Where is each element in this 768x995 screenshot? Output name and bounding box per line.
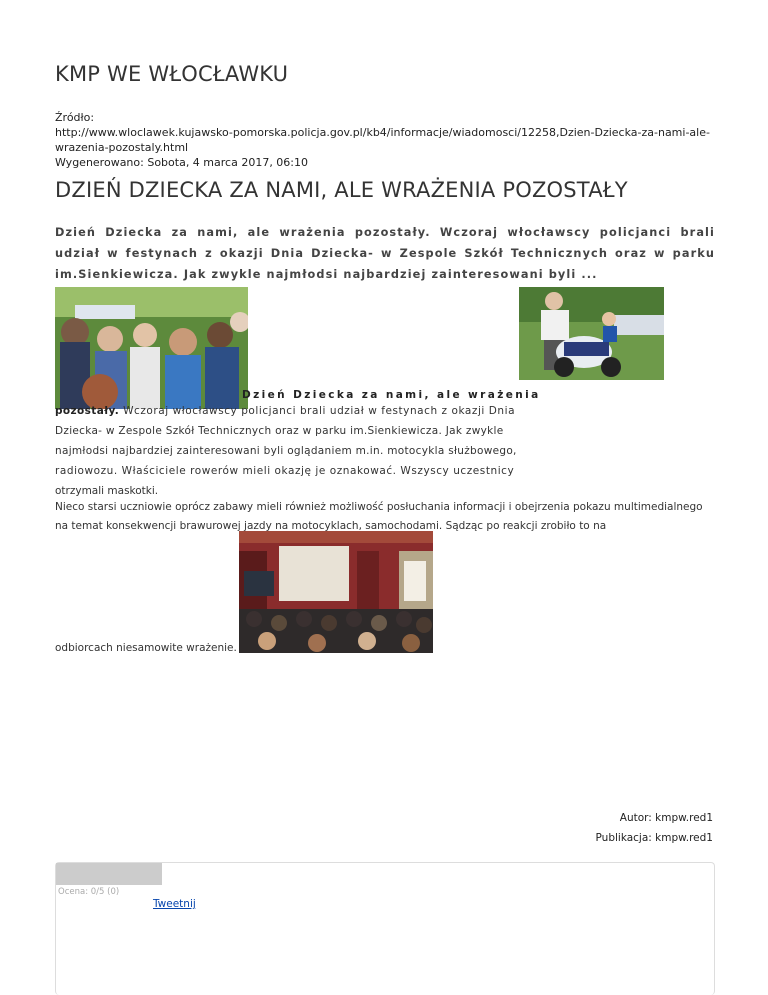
festival-crowd-photo <box>55 287 248 409</box>
tweet-link[interactable]: Tweetnij <box>153 898 196 910</box>
body-line: na temat konsekwencji brawurowej jazdy na motocyklach, samochodami. Sądząc po reakcji zrobiło to na <box>55 520 607 532</box>
inline-lead-line <box>242 388 541 402</box>
body-line-text: Wczoraj włocławscy policjanci brali udział w festynach z okazji Dnia <box>119 405 516 417</box>
presentation-hall-photo <box>239 531 433 653</box>
source-label: Źródło: <box>55 111 95 124</box>
body-line: Dziecka- w Zespole Szkół Technicznych oraz w parku im.Sienkiewicza. Jak zwykle <box>55 425 504 437</box>
rating-label: Ocena: 0/5 (0) <box>58 887 120 897</box>
police-motorcycle-photo <box>519 287 664 380</box>
rating-bar[interactable] <box>56 863 162 885</box>
site-title: KMP WE WŁOCŁAWKU <box>55 62 289 86</box>
source-url: http://www.wloclawek.kujawsko-pomorska.policja.gov.pl/kb4/informacje/wiadomosci/12258,Dzien-Dziecka-za-nami-ale-wrazenia-pozostaly.html <box>55 126 710 154</box>
rating-box <box>55 862 715 995</box>
body-line <box>55 404 515 418</box>
body-line: najmłodsi najbardziej zainteresowani byli oglądaniem m.in. motocykla służbowego, <box>55 445 517 457</box>
body-line: otrzymali maskotki. <box>55 485 159 497</box>
source-meta <box>55 110 715 170</box>
publication: Publikacja: kmpw.red1 <box>595 832 713 844</box>
inline-lead-part1: Dzień Dziecka za nami, ale wrażenia <box>242 389 541 401</box>
body-line: radiowozu. Właściciele rowerów mieli okazję je oznakować. Wszyscy uczestnicy <box>55 465 515 477</box>
body-line: Nieco starsi uczniowie oprócz zabawy mieli również możliwość posłuchania informacji i obejrzenia pokazu multimedialnego <box>55 501 703 513</box>
author-info <box>596 808 713 848</box>
article-title: DZIEŃ DZIECKA ZA NAMI, ALE WRAŻENIA POZOSTAŁY <box>55 178 628 202</box>
author: Autor: kmpw.red1 <box>619 812 713 824</box>
generated-date: Wygenerowano: Sobota, 4 marca 2017, 06:10 <box>55 156 309 169</box>
inline-lead-part2: pozostały. <box>55 405 120 417</box>
body-line: odbiorcach niesamowite wrażenie. <box>55 642 237 654</box>
article-lead: Dzień Dziecka za nami, ale wrażenia pozostały. Wczoraj włocławscy policjanci brali udział w festynach z okazji Dnia Dziecka- w Zespole Szkół Technicznych oraz w parku im.Sienkiewicza. Jak zwykle najmłodsi najbardziej zainteresowani byli ... <box>55 226 715 281</box>
